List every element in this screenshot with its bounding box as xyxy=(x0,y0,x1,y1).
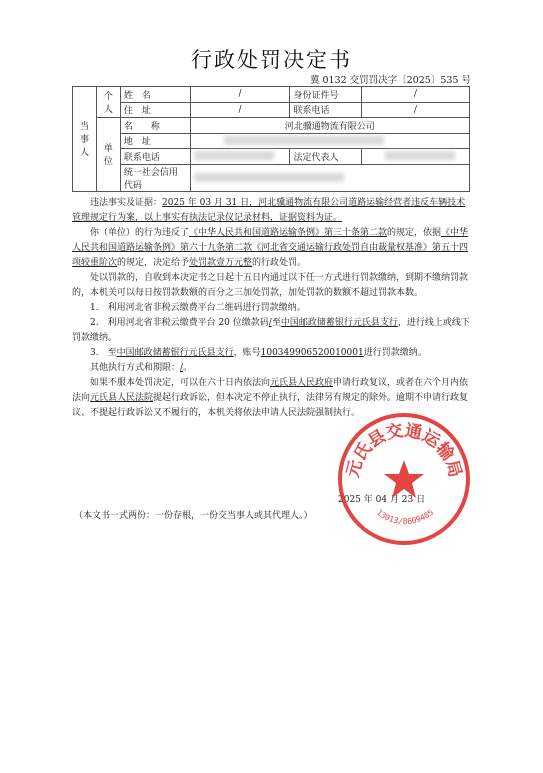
item3-text-b: ，账号 xyxy=(233,348,261,358)
appeal-gov: 元氏县人民政府 xyxy=(270,378,334,388)
credit-code-label: 统一社会信用代码 xyxy=(120,164,190,191)
document-title: 行政处罚决定书 xyxy=(191,48,352,72)
penalty: 处罚款壹万元整 xyxy=(189,258,253,268)
appeal-text-b: 申请行政复议，或者在六个月内依法向 xyxy=(72,378,469,403)
phone-value: / xyxy=(362,102,470,118)
item3-account: 100349906520010001 xyxy=(260,348,364,358)
name-value: / xyxy=(190,87,290,103)
phone-label: 联系电话 xyxy=(290,102,362,118)
unit-name-value: 河北骥通物流有限公司 xyxy=(190,118,469,134)
seal-number: 13013/8609485 xyxy=(374,507,436,527)
payment-item-2 xyxy=(72,316,472,346)
violation-text-b: 的规定，依据 xyxy=(387,228,442,238)
appeal-court: 元氏县人民法院 xyxy=(90,393,154,403)
unit-phone-redacted xyxy=(190,149,290,165)
appeal-text-a: 如果不服本处罚决定，可以在六十日内依法向 xyxy=(90,378,271,388)
item2-text-c: ，进行线上或线下罚款缴纳。 xyxy=(72,318,470,343)
item2-code: / xyxy=(268,318,272,328)
document-number: 冀 0132 交罚罚决字〔2025〕535 号 xyxy=(309,75,471,86)
other-text-a: 其他执行方式和期限： xyxy=(90,363,181,373)
violation-paragraph xyxy=(72,226,472,271)
item3-text-a: 3. 至 xyxy=(90,348,117,358)
item2-text-b: 至 xyxy=(271,318,281,328)
id-value: / xyxy=(362,87,470,103)
item2-bank: 中国邮政储蓄银行元氏县支行 xyxy=(280,318,398,328)
official-seal xyxy=(335,410,473,548)
item3-text-c: 进行罚款缴纳。 xyxy=(363,348,427,358)
party-label: 当事人 xyxy=(73,87,97,192)
seal-star-icon xyxy=(384,460,424,498)
violation-text-c: 的规定，决定给予 xyxy=(117,258,190,268)
footer-note: （本文书一式两份：一份存根，一份交当事人或其代理人。） xyxy=(74,511,313,521)
payment-item-3 xyxy=(72,346,472,361)
id-label: 身份证件号 xyxy=(290,87,362,103)
credit-code-redacted xyxy=(190,164,469,191)
seal-text: 元氏县交通运输局 xyxy=(342,420,466,480)
legal-rep-label: 法定代表人 xyxy=(290,149,362,165)
document-body xyxy=(72,196,472,421)
basis-law: 《中华人民共和国道路运输条例》第六十九条第二款《河北省交通运输行政处罚自由裁量权基准》第五十四项较重阶次 xyxy=(72,228,469,268)
item3-bank: 中国邮政储蓄银行元氏县支行 xyxy=(116,348,234,358)
payment-item-1: 1. 利用河北省非税云缴费平台二维码进行罚款缴纳。 xyxy=(90,303,306,313)
other-value: / xyxy=(180,363,184,373)
unit-label: 单位 xyxy=(96,118,120,192)
other-execution xyxy=(72,361,472,376)
individual-label: 个人 xyxy=(96,87,120,118)
unit-address-redacted xyxy=(190,133,469,149)
name-label: 姓 名 xyxy=(120,87,190,103)
unit-name-label: 名 称 xyxy=(120,118,190,134)
facts-prefix: 违法事实及证据： xyxy=(90,198,163,208)
facts-paragraph xyxy=(72,196,472,226)
issue-date: 2025 年 04 月 23 日 xyxy=(338,495,426,505)
legal-rep-redacted xyxy=(362,149,470,165)
other-text-b: 。 xyxy=(183,363,193,373)
address-value: / xyxy=(190,102,290,118)
violation-text-a: 你（单位）的行为违反了 xyxy=(90,228,190,238)
appeal-text-c: 提起行政诉讼，但本决定不停止执行，法律另有规定的除外。逾期不申请行政复议、不提起行政诉讼又不履行的，本机关将依法申请人民法院强制执行。 xyxy=(72,393,469,418)
violation-text-d: 的行政处罚。 xyxy=(252,258,307,268)
facts-text: 2025 年 03 月 31 日，河北骥通物流有限公司道路运输经营者违反车辆技术管理规定行为案，以上事实有执法记录仪记录材料，证据资料为证。 xyxy=(72,198,466,223)
payment-paragraph: 处以罚款的，自收到本决定书之日起十五日内通过以下任一方式进行罚款缴纳，到期不缴纳罚款的，本机关可以每日按罚款数额的百分之三加处罚款，加处罚款的数额不超过罚款本数。 xyxy=(72,273,469,298)
unit-phone-label: 联系电话 xyxy=(120,149,190,165)
violated-law: 《中华人民共和国道路运输条例》第三十条第二款 xyxy=(189,228,388,238)
party-info-table xyxy=(72,86,470,192)
item2-text-a: 2. 利用河北省非税云缴费平台 20 位缴款码 xyxy=(90,318,269,328)
address-label: 住 址 xyxy=(120,102,190,118)
unit-address-label: 地 址 xyxy=(120,133,190,149)
svg-text:13013/8609485 xyxy=(375,508,435,526)
